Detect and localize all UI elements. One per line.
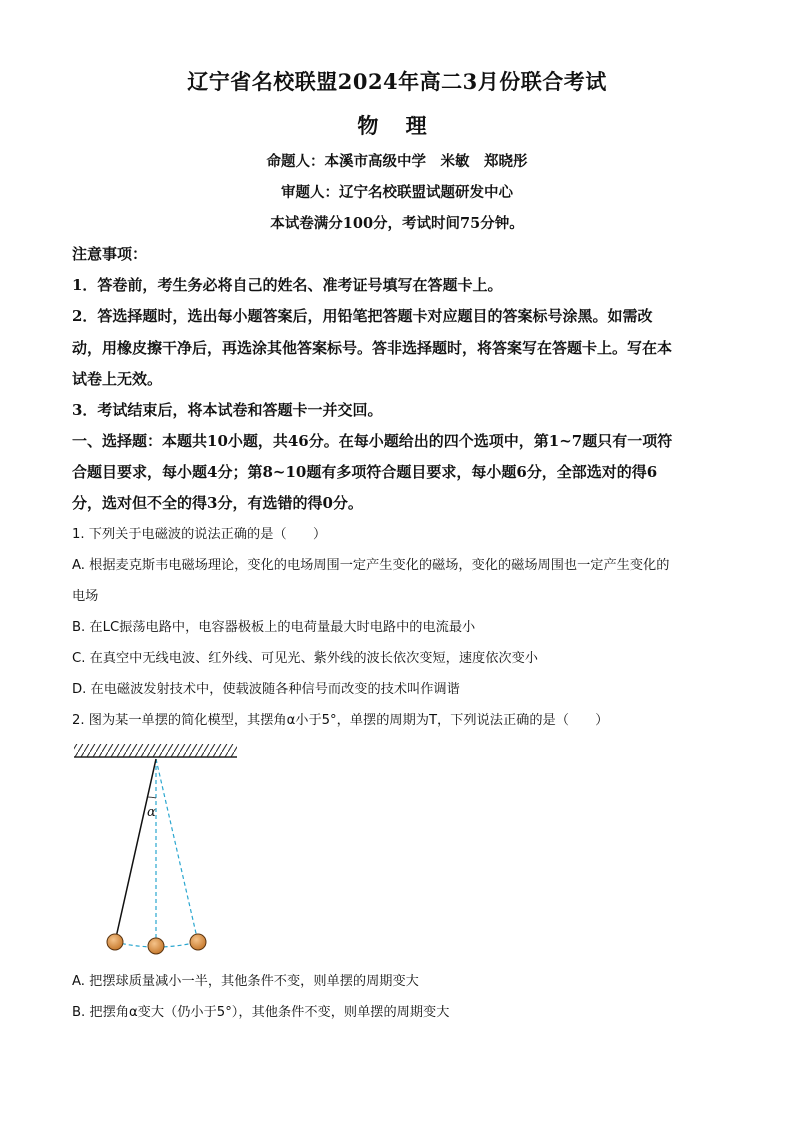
pendulum-ball-left xyxy=(107,934,123,950)
angle-arc xyxy=(148,797,157,798)
section-1-line-3: 分，选对但不全的得3分，有选错的得0分。 xyxy=(72,494,363,512)
notes-item-3: 3．考试结束后，将本试卷和答题卡一并交回。 xyxy=(72,401,383,419)
question-2-stem: 2. 图为某一单摆的简化模型，其摆角α小于5°，单摆的周期为T，下列说法正确的是（ ） xyxy=(72,713,609,728)
pendulum-ball-center xyxy=(148,938,164,954)
question-1-option-b: B. 在LC振荡电路中，电容器极板上的电荷量最大时电路中的电流最小 xyxy=(72,620,476,635)
question-2-option-b: B. 把摆角α变大（仍小于5°），其他条件不变，则单摆的周期变大 xyxy=(72,1005,450,1020)
pendulum-string xyxy=(115,759,156,942)
notes-item-1: 1．答卷前，考生务必将自己的姓名、准考证号填写在答题卡上。 xyxy=(72,276,503,294)
reviewer-line: 审题人：辽宁名校联盟试题研发中心 xyxy=(281,184,513,201)
ceiling-hatching xyxy=(74,744,237,757)
question-1-option-a-line-2: 电场 xyxy=(72,589,99,604)
authors-line: 命题人：本溪市高级中学 米敏 郑晓彤 xyxy=(266,153,528,170)
pendulum-diagram xyxy=(72,742,242,957)
question-2-option-a: A. 把摆球质量减小一半，其他条件不变，则单摆的周期变大 xyxy=(72,974,419,989)
notes-item-2-line-1: 2．答选择题时，选出每小题答案后，用铅笔把答题卡对应题目的答案标号涂黑。如需改 xyxy=(72,307,653,325)
question-1-option-a-line-1: A. 根据麦克斯韦电磁场理论，变化的电场周围一定产生变化的磁场，变化的磁场周围也一定产生变化的 xyxy=(72,558,670,573)
subject-title: 物 理 xyxy=(357,113,437,138)
right-swing-line xyxy=(156,759,198,942)
notes-item-2-line-2: 动，用橡皮擦干净后，再选涂其他答案标号。答非选择题时，将答案写在答题卡上。写在本 xyxy=(72,339,673,357)
angle-label: α xyxy=(147,805,156,820)
pendulum-figure xyxy=(72,742,242,957)
pendulum-ball-right xyxy=(190,934,206,950)
exam-title: 辽宁省名校联盟2024年高二3月份联合考试 xyxy=(187,69,607,94)
question-1-option-c: C. 在真空中无线电波、红外线、可见光、紫外线的波长依次变短，速度依次变小 xyxy=(72,651,538,666)
score-time-line: 本试卷满分100分，考试时间75分钟。 xyxy=(270,215,524,232)
section-1-line-2: 合题目要求，每小题4分；第8~10题有多项符合题目要求，每小题6分，全部选对的得6 xyxy=(72,463,658,481)
notes-item-2-line-3: 试卷上无效。 xyxy=(72,370,163,388)
question-1-option-d: D. 在电磁波发射技术中，使载波随各种信号而改变的技术叫作调谐 xyxy=(72,682,460,697)
section-1-line-1: 一、选择题：本题共10小题，共46分。在每小题给出的四个选项中，第1~7题只有一项符 xyxy=(72,432,673,450)
question-1-stem: 1. 下列关于电磁波的说法正确的是（ ） xyxy=(72,527,327,542)
notes-heading: 注意事项： xyxy=(72,245,148,263)
